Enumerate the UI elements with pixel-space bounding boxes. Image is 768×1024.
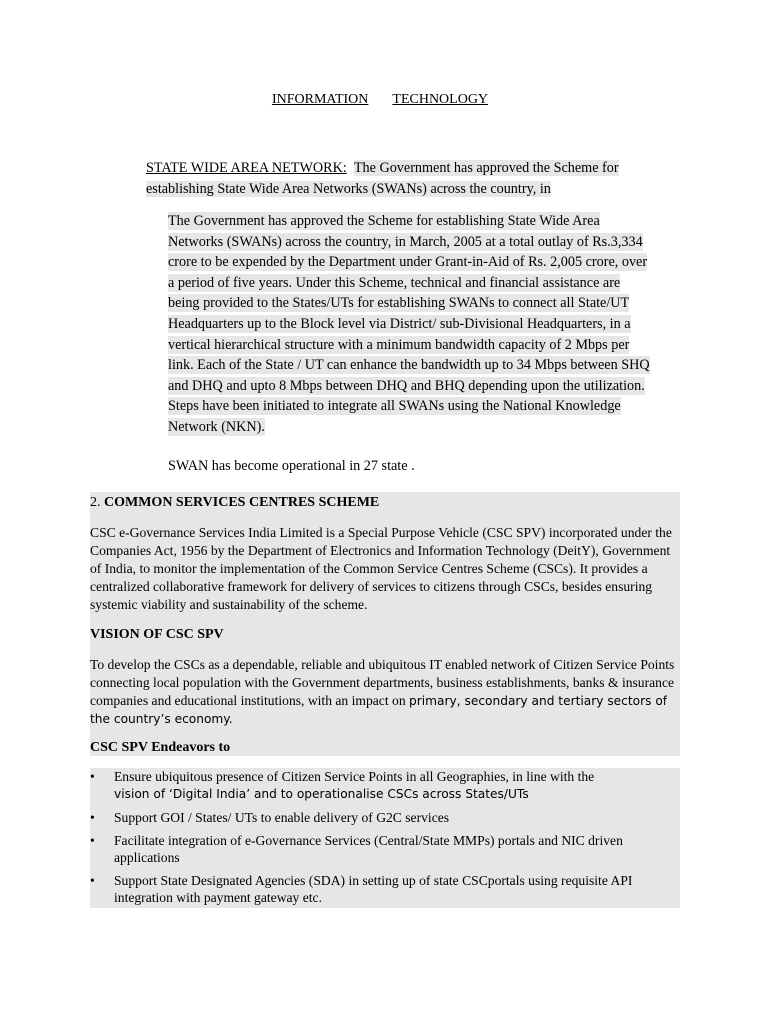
bullet-icon: •: [90, 769, 95, 784]
swan-status-text: SWAN has become operational in 27 state .: [168, 458, 415, 474]
endeavors-heading: CSC SPV Endeavors to: [90, 740, 231, 755]
bullet-icon: •: [90, 810, 95, 825]
csc-section-heading: [90, 494, 379, 512]
csc-section-number: 2.: [90, 495, 101, 510]
list-item-text: Ensure ubiquitous presence of Citizen Service Points in all Geographies, in line with the: [114, 769, 595, 784]
list-item: [90, 809, 680, 826]
vision-text-a: To develop the CSCs as a dependable, reliable and ubiquitous IT enabled network of Citizen Service Points connecting local population with the Government departments, business establishments, banks & insurance companies and educational institutions, with an impact on: [90, 657, 675, 708]
endeavors-list: [90, 768, 680, 908]
vision-text-b: primary, secondary and tertiary sectors of the country’s economy.: [90, 694, 668, 726]
list-item-text: Facilitate integration of e-Governance Services (Central/State MMPs) portals and NIC driven applications: [114, 833, 623, 865]
list-item: [90, 872, 680, 906]
swan-section-label: STATE WIDE AREA NETWORK:: [146, 160, 347, 176]
title-part-1: INFORMATION: [271, 92, 369, 107]
list-item: [90, 768, 680, 803]
title-part-2: TECHNOLOGY: [392, 92, 489, 107]
list-item: [90, 832, 680, 866]
csc-section: [90, 492, 680, 756]
list-item-text: Support State Designated Agencies (SDA) in setting up of state CSCportals using requisite API integration with payment gateway etc.: [114, 873, 633, 905]
swan-intro-text: The Government has approved the Scheme for establishing State Wide Area Networks (SWANs) across the country, in: [146, 160, 619, 197]
csc-description: CSC e-Governance Services India Limited is a Special Purpose Vehicle (CSC SPV) incorporated under the Companies Act, 1956 by the Department of Electronics and Information Technology (DeitY), Government of India, to monitor the implementation of the Common Service Centres Scheme (CSCs). It provides a centralized collaborative framework for delivery of services to citizens through CSCs, besides ensuring systemic viability and sustainability of the scheme.: [90, 525, 672, 612]
swan-body-paragraph: [168, 211, 654, 438]
list-item-text: Support GOI / States/ UTs to enable delivery of G2C services: [114, 810, 450, 825]
csc-heading-text: COMMON SERVICES CENTRES SCHEME: [104, 495, 380, 510]
list-item-text-cont: vision of ‘Digital India’ and to operationalise CSCs across States/UTs: [114, 787, 529, 801]
vision-paragraph: [90, 656, 680, 728]
swan-body-text: The Government has approved the Scheme for establishing State Wide Area Networks (SWANs) across the country, in March, 2005 at a total outlay of Rs.3,334 crore to be expended by the Department under Grant-in-Aid of Rs. 2,005 crore, over a period of five years. Under this Scheme, technical and financial assistance are being provided to the States/UTs for establishing SWANs to connect all State/UT Headquarters up to the Block level via District/ sub-Divisional Headquarters, in a vertical hierarchical structure with a minimum bandwidth capacity of 2 Mbps per link. Each of the State / UT can enhance the bandwidth up to 34 Mbps between SHQ and DHQ and upto 8 Mbps between DHQ and BHQ depending upon the utilization. Steps have been initiated to integrate all SWANs using the National Knowledge Network (NKN).: [168, 213, 650, 435]
page-title: [0, 92, 760, 108]
vision-heading: VISION OF CSC SPV: [90, 627, 224, 642]
swan-intro-paragraph: [146, 158, 666, 200]
bullet-icon: •: [90, 873, 95, 888]
bullet-icon: •: [90, 833, 95, 848]
